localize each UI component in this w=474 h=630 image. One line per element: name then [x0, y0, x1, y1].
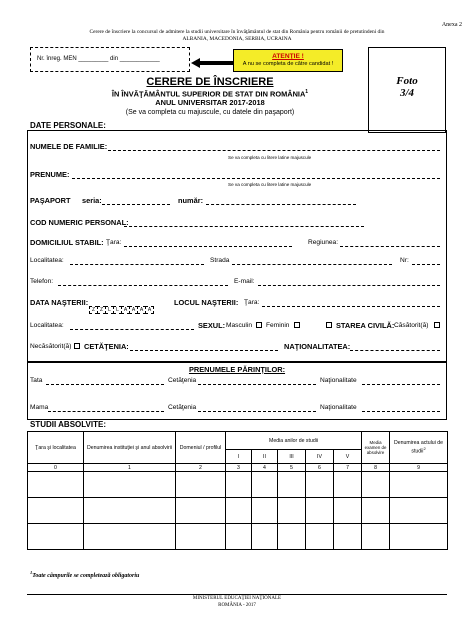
civil-status-label: STAREA CIVILĂ: — [336, 321, 395, 330]
father-citizenship-field[interactable] — [198, 384, 316, 385]
residence-number-field[interactable] — [412, 264, 440, 265]
study-cell[interactable] — [334, 498, 362, 524]
study-cell[interactable] — [390, 472, 448, 498]
col-year-3: III — [278, 450, 306, 464]
passport-series-label: seria: — [82, 196, 102, 205]
study-cell[interactable] — [362, 498, 390, 524]
notice-text: A nu se completa de către candidat ! — [242, 61, 334, 67]
col-year-4: IV — [306, 450, 334, 464]
registration-label: Nr. înreg. MEN _________ din ____________ — [37, 56, 160, 62]
residence-number-label: Nr: — [400, 257, 409, 264]
birth-date-cell[interactable]: A — [121, 306, 130, 314]
mother-name-field[interactable] — [48, 411, 164, 412]
sex-female-label: Feminin — [266, 322, 290, 329]
col-certificate-sup: 2 — [423, 446, 426, 452]
annex-label: Anexa 2 — [441, 22, 462, 28]
col-exam: Media examen de absolvire — [362, 432, 390, 464]
col-number: 3 — [226, 464, 252, 472]
col-institution: Denumirea instituţiei şi anul absolvirii — [84, 432, 176, 464]
study-cell[interactable] — [226, 524, 252, 550]
studies-heading: STUDII ABSOLVITE: — [30, 420, 106, 429]
study-cell[interactable] — [278, 524, 306, 550]
col-number: 2 — [176, 464, 226, 472]
photo-size: 3/4 — [399, 87, 415, 99]
study-cell[interactable] — [390, 524, 448, 550]
birth-city-field[interactable] — [70, 329, 194, 330]
first-name-label: PRENUME: — [30, 170, 70, 179]
mother-citizenship-label: Cetăţenia — [168, 404, 197, 411]
married-checkbox[interactable] — [434, 322, 440, 328]
study-cell[interactable] — [362, 472, 390, 498]
passport-number-label: număr: — [178, 196, 204, 205]
birth-date-label: DATA NAŞTERII: — [30, 298, 89, 307]
birth-date-cell[interactable]: Z — [97, 306, 106, 314]
birth-date-cells[interactable] — [90, 306, 154, 314]
study-cell[interactable] — [176, 472, 226, 498]
notice-box — [233, 49, 343, 72]
study-cell[interactable] — [306, 472, 334, 498]
father-nationality-field[interactable] — [362, 384, 440, 385]
table-row — [28, 524, 448, 550]
title-year: ANUL UNIVERSITAR 2017-2018 — [155, 98, 265, 108]
footer-line2: ROMÂNIA - 2017 — [218, 602, 256, 608]
footer-line1: MINISTERUL EDUCAŢIEI NAŢIONALE — [192, 596, 282, 601]
nationality-label: NAŢIONALITATEA: — [284, 342, 351, 351]
study-cell[interactable] — [362, 524, 390, 550]
title-sub-sup: 1 — [305, 89, 309, 95]
mother-nationality-field[interactable] — [362, 411, 440, 412]
form-title — [40, 76, 380, 116]
study-cell[interactable] — [176, 524, 226, 550]
cnp-field[interactable] — [124, 226, 364, 227]
birth-date-cell[interactable]: L — [105, 306, 114, 314]
study-cell[interactable] — [226, 472, 252, 498]
study-cell[interactable] — [334, 524, 362, 550]
col-year-2: II — [252, 450, 278, 464]
first-name-hint: Se va completa cu litere latine majuscule — [228, 182, 312, 187]
col-average: Media anilor de studii — [226, 432, 362, 450]
birth-date-cell[interactable]: A — [145, 306, 154, 314]
citizenship-field[interactable] — [130, 350, 278, 351]
residence-street-label: Strada — [210, 257, 230, 264]
col-number: 5 — [278, 464, 306, 472]
col-country: Ţara şi localitatea — [28, 432, 84, 464]
footer — [0, 596, 474, 609]
birth-place-label: LOCUL NAŞTERII: — [174, 298, 239, 307]
col-certificate-label: Denumirea actului de studii — [394, 440, 444, 455]
mother-nationality-label: Naţionalitate — [320, 404, 357, 411]
footnote — [30, 570, 139, 579]
married-label: Căsătorit(ă) — [394, 322, 429, 329]
sex-male-checkbox[interactable] — [256, 322, 262, 328]
birth-country-label: Ţara: — [244, 299, 260, 306]
title-sub: ÎN ÎNVĂŢĂMÂNTUL SUPERIOR DE STAT DIN ROMÂNIA — [111, 89, 306, 99]
sex-female-checkbox[interactable] — [294, 322, 300, 328]
studies-table — [27, 431, 448, 550]
unmarried-checkbox[interactable] — [74, 343, 80, 349]
table-row — [28, 498, 448, 524]
footer-rule — [27, 594, 447, 595]
arrow-icon — [191, 55, 233, 65]
father-name-field[interactable] — [46, 384, 164, 385]
header-line1: Cerere de înscriere la concursul de admitere la studii universitare în învăţământul de stat din România pentru românii de pretutindeni din — [89, 29, 385, 35]
residence-city-label: Localitatea: — [30, 257, 64, 264]
phone-field[interactable] — [58, 285, 228, 286]
family-name-field[interactable] — [108, 150, 440, 151]
registration-box — [30, 47, 190, 72]
birth-date-cell[interactable]: A — [129, 306, 138, 314]
birth-date-cell[interactable]: A — [137, 306, 146, 314]
passport-series-field[interactable] — [102, 204, 170, 205]
mother-citizenship-field[interactable] — [198, 411, 316, 412]
personal-heading: DATE PERSONALE: — [30, 121, 106, 130]
header-line2: ALBANIA, MACEDONIA, SERBIA, UCRAINA — [182, 35, 292, 42]
parents-heading: PRENUMELE PĂRINŢILOR: — [188, 365, 286, 374]
col-number: 6 — [306, 464, 334, 472]
residence-street-field[interactable] — [232, 264, 392, 265]
sex-male-label: Masculin — [226, 322, 253, 329]
birth-country-field[interactable] — [262, 306, 440, 307]
study-cell[interactable] — [84, 498, 176, 524]
unmarried-label: Necăsătorit(ă) — [30, 343, 72, 350]
title-main: CERERE DE ÎNSCRIERE — [146, 76, 274, 88]
col-certificate — [390, 432, 448, 464]
header — [40, 29, 434, 42]
residence-country-field[interactable] — [124, 246, 292, 247]
passport-number-field[interactable] — [206, 204, 356, 205]
father-label: Tata — [30, 377, 43, 384]
residence-label: DOMICILIUL STABIL: — [30, 238, 104, 247]
study-cell[interactable] — [28, 524, 84, 550]
father-nationality-label: Naţionalitate — [320, 377, 357, 384]
birth-city-label: Localitatea: — [30, 322, 64, 329]
study-cell[interactable] — [252, 472, 278, 498]
photo-label: Foto — [396, 75, 418, 87]
study-cell[interactable] — [28, 472, 84, 498]
residence-region-label: Regiunea: — [308, 239, 339, 246]
study-cell[interactable] — [176, 498, 226, 524]
passport-label: PAŞAPORT — [30, 196, 71, 205]
col-year-1: I — [226, 450, 252, 464]
sex-extra-checkbox[interactable] — [326, 322, 332, 328]
email-field[interactable] — [258, 285, 440, 286]
residence-region-field[interactable] — [340, 246, 440, 247]
title-hint: (Se va completa cu majuscule, cu datele din paşaport) — [125, 109, 295, 117]
col-number: 9 — [390, 464, 448, 472]
col-number: 8 — [362, 464, 390, 472]
residence-country-label: Ţara: — [106, 239, 122, 246]
phone-label: Telefon: — [30, 278, 54, 285]
col-number: 1 — [84, 464, 176, 472]
col-number: 4 — [252, 464, 278, 472]
col-number: 0 — [28, 464, 84, 472]
footnote-text: Toate câmpurile se completează obligatoriu — [32, 573, 140, 579]
sex-label: SEXUL: — [198, 321, 226, 330]
study-cell[interactable] — [306, 498, 334, 524]
cnp-label: COD NUMERIC PERSONAL: — [30, 218, 129, 227]
study-cell[interactable] — [334, 472, 362, 498]
family-name-label: NUMELE DE FAMILIE: — [30, 142, 108, 151]
study-cell[interactable] — [28, 498, 84, 524]
birth-date-cell[interactable]: Z — [89, 306, 98, 314]
col-domain: Domeniul / profilul — [176, 432, 226, 464]
notice-title: ATENŢIE ! — [272, 53, 304, 60]
study-cell[interactable] — [252, 524, 278, 550]
study-cell[interactable] — [252, 498, 278, 524]
study-cell[interactable] — [84, 472, 176, 498]
nationality-field[interactable] — [350, 350, 440, 351]
first-name-field[interactable] — [72, 178, 440, 179]
mother-label: Mama — [30, 404, 49, 411]
residence-city-field[interactable] — [70, 264, 204, 265]
col-number: 7 — [334, 464, 362, 472]
birth-date-cell[interactable]: L — [113, 306, 122, 314]
family-name-hint: Se va completa cu litere latine majuscule — [228, 155, 312, 160]
study-cell[interactable] — [226, 498, 252, 524]
study-cell[interactable] — [278, 498, 306, 524]
study-cell[interactable] — [390, 498, 448, 524]
study-cell[interactable] — [306, 524, 334, 550]
citizenship-label: CETĂŢENIA: — [84, 342, 129, 351]
study-cell[interactable] — [278, 472, 306, 498]
email-label: E-mail: — [234, 278, 255, 285]
footnote-sup: 1 — [30, 570, 33, 575]
father-citizenship-label: Cetăţenia — [168, 377, 197, 384]
study-cell[interactable] — [84, 524, 176, 550]
table-row — [28, 472, 448, 498]
col-year-5: V — [334, 450, 362, 464]
